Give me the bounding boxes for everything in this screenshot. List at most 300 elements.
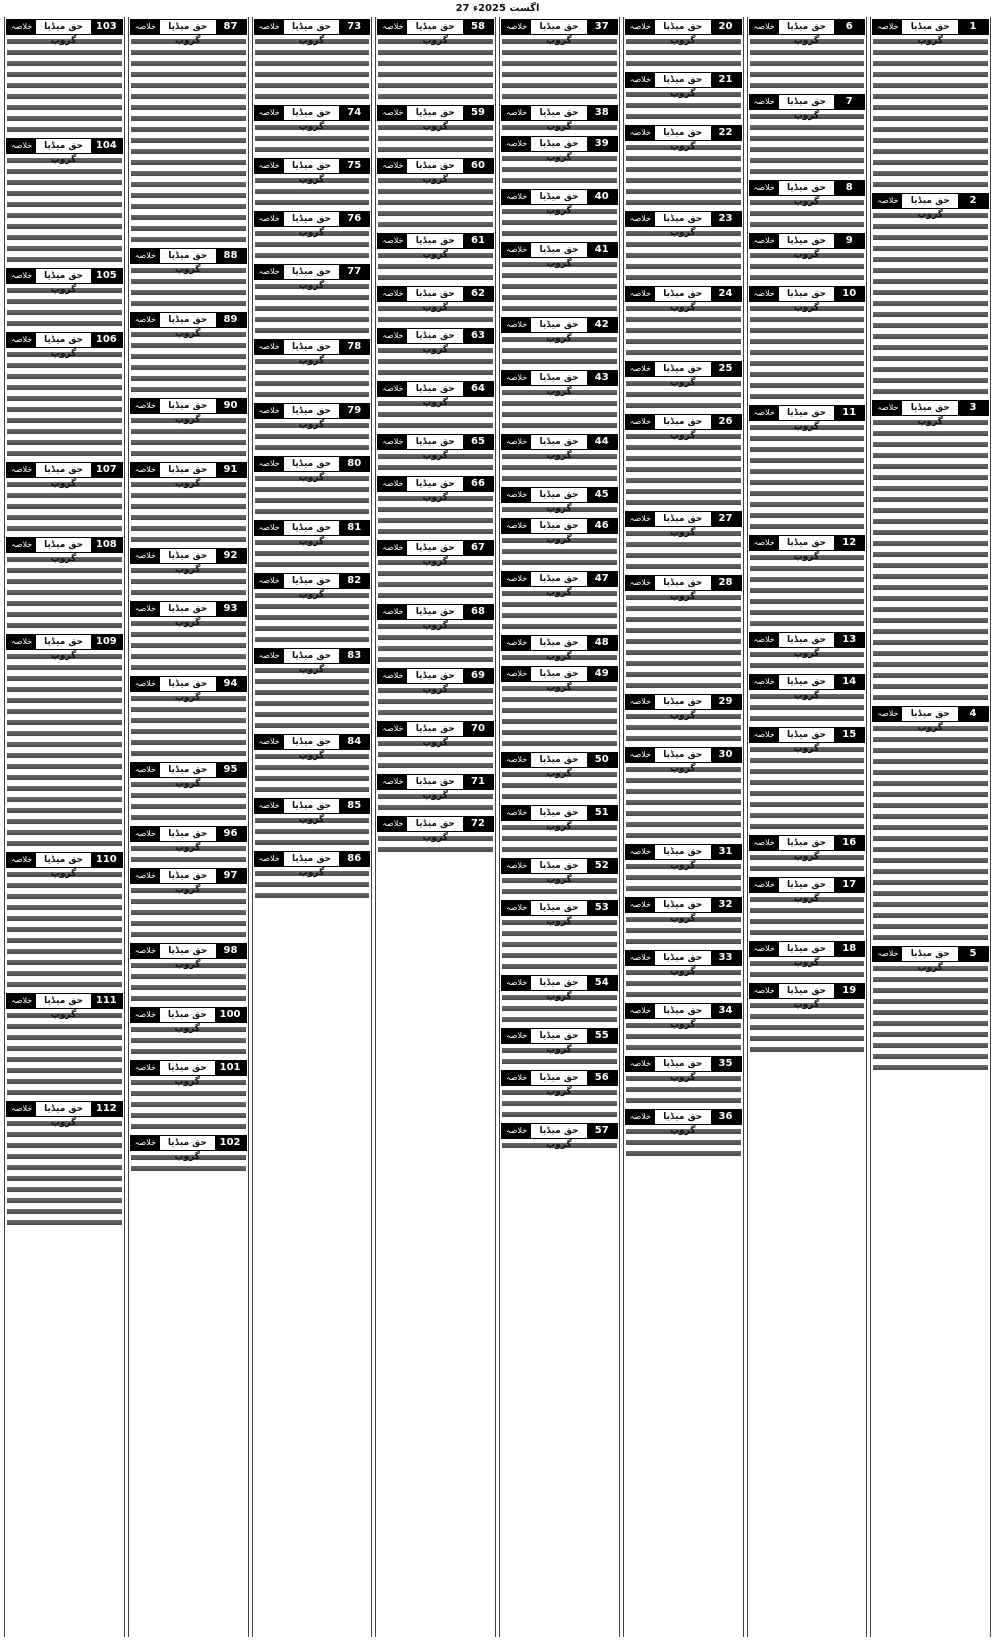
brand-tag: خلاصہ: [502, 318, 531, 332]
brand-label: حق میڈیا گروپ: [36, 269, 91, 283]
news-story: [376, 233, 495, 284]
news-story: [871, 193, 990, 398]
brand-label: حق میڈیا گروپ: [779, 536, 835, 550]
story-number: 57: [587, 1124, 617, 1138]
story-number: 28: [711, 576, 741, 590]
story-number: 66: [463, 477, 493, 491]
brand-label: حق میڈیا گروپ: [779, 728, 835, 742]
brand-label: حق میڈیا گروپ: [284, 649, 340, 663]
brand-tag: خلاصہ: [131, 763, 160, 777]
story-header: [501, 752, 618, 779]
brand-label: حق میڈیا گروپ: [655, 1004, 711, 1018]
story-number: 70: [463, 722, 493, 736]
brand-label: حق میڈیا گروپ: [902, 947, 958, 961]
story-number: 40: [587, 190, 617, 204]
story-header: [625, 1109, 742, 1136]
news-story: [376, 774, 495, 814]
story-number: 105: [91, 269, 122, 283]
brand-tag: خلاصہ: [502, 572, 531, 586]
story-header: [749, 180, 866, 207]
brand-tag: خلاصہ: [626, 1110, 655, 1124]
news-story: [253, 105, 372, 156]
news-story: [871, 19, 990, 191]
brand-label: حق میڈیا گروپ: [407, 329, 463, 343]
news-story: [500, 858, 619, 898]
story-number: 104: [91, 139, 122, 153]
brand-tag: خلاصہ: [255, 735, 284, 749]
story-header: [254, 105, 371, 132]
news-story: [748, 286, 867, 403]
brand-label: حق میڈیا گروپ: [284, 212, 340, 226]
brand-label: حق میڈیا گروپ: [779, 675, 835, 689]
news-story: [376, 434, 495, 474]
story-text: [748, 553, 867, 630]
brand-tag: خلاصہ: [502, 435, 531, 449]
brand-label: حق میڈیا گروپ: [531, 371, 587, 385]
story-number: 58: [463, 20, 493, 34]
brand-label: حق میڈیا گروپ: [655, 576, 711, 590]
brand-tag: خلاصہ: [873, 401, 902, 415]
brand-label: حق میڈیا گروپ: [531, 753, 587, 767]
news-story: [500, 518, 619, 569]
story-header: [501, 571, 618, 598]
news-story: [624, 1109, 743, 1160]
story-text: [871, 211, 990, 398]
story-number: 79: [339, 404, 369, 418]
story-header: [625, 286, 742, 313]
story-header: [749, 983, 866, 1010]
story-header: [625, 211, 742, 238]
story-header: [130, 1135, 247, 1162]
story-header: [6, 852, 123, 879]
brand-label: حق میڈیا گروپ: [160, 827, 216, 841]
story-number: 97: [216, 869, 246, 883]
brand-tag: خلاصہ: [502, 519, 531, 533]
story-number: 93: [216, 602, 246, 616]
story-header: [625, 72, 742, 99]
brand-tag: خلاصہ: [626, 212, 655, 226]
news-story: [624, 361, 743, 412]
brand-label: حق میڈیا گروپ: [779, 406, 835, 420]
story-header: [625, 575, 742, 602]
story-number: 30: [711, 748, 741, 762]
brand-label: حق میڈیا گروپ: [407, 669, 463, 683]
brand-tag: خلاصہ: [502, 371, 531, 385]
story-header: [625, 414, 742, 441]
brand-label: حق میڈیا گروپ: [531, 20, 587, 34]
brand-tag: خلاصہ: [7, 333, 36, 347]
brand-label: حق میڈیا گروپ: [284, 404, 340, 418]
story-number: 92: [216, 549, 246, 563]
story-header: [377, 774, 494, 801]
news-column: [623, 17, 744, 1637]
brand-tag: خلاصہ: [378, 20, 407, 34]
story-header: [130, 398, 247, 425]
brand-tag: خلاصہ: [626, 898, 655, 912]
story-number: 63: [463, 329, 493, 343]
story-number: 42: [587, 318, 617, 332]
brand-label: حق میڈیا گروپ: [284, 574, 340, 588]
brand-tag: خلاصہ: [131, 313, 160, 327]
brand-tag: خلاصہ: [7, 994, 36, 1008]
story-header: [377, 158, 494, 185]
brand-tag: خلاصہ: [7, 853, 36, 867]
news-story: [748, 877, 867, 939]
brand-label: حق میڈیا گروپ: [655, 212, 711, 226]
brand-label: حق میڈیا گروپ: [655, 20, 711, 34]
brand-tag: خلاصہ: [750, 181, 779, 195]
brand-label: حق میڈیا گروپ: [407, 435, 463, 449]
story-header: [377, 105, 494, 132]
story-text: [871, 418, 990, 704]
brand-label: حق میڈیا گروپ: [531, 1124, 587, 1138]
news-story: [500, 1028, 619, 1068]
brand-label: حق میڈیا گروپ: [531, 976, 587, 990]
story-number: 29: [711, 695, 741, 709]
brand-label: حق میڈیا گروپ: [779, 287, 835, 301]
brand-label: حق میڈیا گروپ: [284, 340, 340, 354]
brand-label: حق میڈیا گروپ: [407, 159, 463, 173]
brand-label: حق میڈیا گروپ: [160, 313, 216, 327]
story-number: 101: [215, 1061, 246, 1075]
brand-tag: خلاصہ: [626, 1004, 655, 1018]
story-header: [254, 403, 371, 430]
news-story: [376, 816, 495, 856]
brand-label: حق میڈیا گروپ: [779, 984, 835, 998]
news-story: [253, 339, 372, 401]
story-header: [377, 540, 494, 567]
news-story: [624, 125, 743, 209]
news-story: [624, 950, 743, 1001]
news-story: [624, 72, 743, 123]
news-story: [376, 286, 495, 326]
story-number: 84: [339, 735, 369, 749]
story-header: [749, 94, 866, 121]
news-story: [624, 747, 743, 842]
story-header: [254, 573, 371, 600]
brand-label: حق میڈیا گروپ: [531, 137, 587, 151]
brand-tag: خلاصہ: [131, 944, 160, 958]
brand-label: حق میڈیا گروپ: [655, 73, 711, 87]
brand-label: حق میڈیا گروپ: [284, 799, 340, 813]
news-story: [376, 476, 495, 538]
brand-tag: خلاصہ: [502, 976, 531, 990]
brand-tag: خلاصہ: [378, 234, 407, 248]
brand-label: حق میڈیا گروپ: [284, 735, 340, 749]
story-header: [6, 138, 123, 165]
story-text: [5, 156, 124, 266]
story-header: [254, 648, 371, 675]
story-number: 35: [711, 1057, 741, 1071]
news-story: [376, 668, 495, 719]
brand-tag: خلاصہ: [502, 20, 531, 34]
story-number: 45: [587, 488, 617, 502]
brand-label: حق میڈیا گروپ: [902, 707, 958, 721]
brand-tag: خلاصہ: [378, 159, 407, 173]
story-header: [872, 400, 989, 427]
brand-label: حق میڈیا گروپ: [36, 20, 91, 34]
story-header: [501, 1070, 618, 1097]
brand-label: حق میڈیا گروپ: [284, 106, 340, 120]
story-header: [130, 548, 247, 575]
news-story: [129, 1060, 248, 1133]
news-story: [253, 264, 372, 337]
brand-tag: خلاصہ: [131, 549, 160, 563]
story-number: 20: [711, 20, 741, 34]
news-story: [253, 798, 372, 849]
story-number: 103: [91, 20, 122, 34]
brand-tag: خلاصہ: [750, 20, 779, 34]
story-header: [749, 405, 866, 432]
news-story: [5, 19, 124, 136]
story-text: [5, 555, 124, 632]
story-header: [254, 456, 371, 483]
story-number: 89: [216, 313, 246, 327]
story-header: [130, 1007, 247, 1034]
news-story: [376, 19, 495, 103]
story-number: 49: [587, 667, 617, 681]
story-header: [625, 897, 742, 924]
brand-tag: خلاصہ: [502, 106, 531, 120]
brand-label: حق میڈیا گروپ: [779, 20, 835, 34]
brand-tag: خلاصہ: [873, 194, 902, 208]
story-number: 87: [216, 20, 246, 34]
story-header: [254, 264, 371, 291]
story-header: [749, 674, 866, 701]
story-header: [130, 312, 247, 339]
brand-tag: خلاصہ: [502, 753, 531, 767]
brand-label: حق میڈیا گروپ: [655, 845, 711, 859]
story-header: [749, 835, 866, 862]
story-text: [5, 652, 124, 850]
story-header: [501, 19, 618, 46]
story-number: 46: [587, 519, 617, 533]
story-number: 37: [587, 20, 617, 34]
story-number: 25: [711, 362, 741, 376]
news-story: [500, 105, 619, 134]
story-number: 73: [339, 20, 369, 34]
brand-tag: خلاصہ: [873, 20, 902, 34]
brand-label: حق میڈیا گروپ: [407, 287, 463, 301]
brand-tag: خلاصہ: [131, 1061, 160, 1075]
story-number: 60: [463, 159, 493, 173]
story-header: [130, 248, 247, 275]
brand-label: حق میڈیا گروپ: [902, 20, 958, 34]
news-story: [624, 694, 743, 745]
story-text: [871, 964, 990, 1074]
brand-tag: خلاصہ: [750, 878, 779, 892]
news-story: [748, 94, 867, 178]
brand-tag: خلاصہ: [131, 1008, 160, 1022]
story-number: 94: [216, 677, 246, 691]
story-header: [130, 601, 247, 628]
story-number: 4: [958, 707, 988, 721]
story-header: [254, 19, 371, 46]
brand-label: حق میڈیا گروپ: [531, 572, 587, 586]
news-story: [500, 635, 619, 664]
brand-label: حق میڈیا گروپ: [160, 869, 216, 883]
story-header: [130, 676, 247, 703]
story-number: 98: [216, 944, 246, 958]
brand-label: حق میڈیا گروپ: [407, 20, 463, 34]
brand-label: حق میڈیا گروپ: [160, 677, 216, 691]
brand-label: حق میڈیا گروپ: [655, 748, 711, 762]
story-header: [501, 805, 618, 832]
news-story: [624, 897, 743, 948]
story-number: 36: [711, 1110, 741, 1124]
story-header: [501, 317, 618, 344]
story-number: 109: [91, 635, 122, 649]
story-number: 18: [834, 942, 864, 956]
story-number: 68: [463, 605, 493, 619]
story-header: [749, 233, 866, 260]
brand-tag: خلاصہ: [502, 1029, 531, 1043]
brand-label: حق میڈیا گروپ: [779, 95, 835, 109]
news-story: [376, 721, 495, 772]
brand-tag: خلاصہ: [750, 95, 779, 109]
news-story: [253, 19, 372, 103]
story-header: [872, 193, 989, 220]
brand-tag: خلاصہ: [873, 947, 902, 961]
brand-tag: خلاصہ: [502, 190, 531, 204]
brand-label: حق میڈیا گروپ: [407, 817, 463, 831]
brand-label: حق میڈیا گروپ: [655, 898, 711, 912]
news-story: [253, 456, 372, 518]
brand-label: حق میڈیا گروپ: [531, 859, 587, 873]
brand-tag: خلاصہ: [502, 137, 531, 151]
brand-tag: خلاصہ: [7, 635, 36, 649]
news-story: [500, 19, 619, 103]
story-header: [501, 900, 618, 927]
brand-label: حق میڈیا گروپ: [160, 763, 216, 777]
brand-tag: خلاصہ: [7, 269, 36, 283]
story-header: [501, 105, 618, 132]
news-story: [500, 487, 619, 516]
story-text: [5, 350, 124, 460]
story-number: 67: [463, 541, 493, 555]
brand-label: حق میڈیا گروپ: [407, 775, 463, 789]
story-number: 3: [958, 401, 988, 415]
story-header: [377, 233, 494, 260]
news-story: [376, 540, 495, 602]
story-number: 59: [463, 106, 493, 120]
story-header: [501, 242, 618, 269]
news-story: [748, 674, 867, 725]
news-story: [748, 233, 867, 284]
story-header: [501, 1123, 618, 1150]
news-story: [5, 634, 124, 850]
news-story: [624, 844, 743, 895]
story-header: [377, 381, 494, 408]
brand-label: حق میڈیا گروپ: [160, 549, 216, 563]
brand-tag: خلاصہ: [626, 748, 655, 762]
brand-label: حق میڈیا گروپ: [531, 636, 587, 650]
story-number: 76: [339, 212, 369, 226]
story-number: 56: [587, 1071, 617, 1085]
news-story: [748, 835, 867, 875]
story-header: [625, 1003, 742, 1030]
news-story: [129, 1007, 248, 1058]
brand-label: حق میڈیا گروپ: [655, 512, 711, 526]
news-story: [748, 405, 867, 533]
story-number: 71: [463, 775, 493, 789]
story-number: 12: [834, 536, 864, 550]
story-number: 13: [834, 633, 864, 647]
story-number: 95: [216, 763, 246, 777]
brand-label: حق میڈیا گروپ: [655, 415, 711, 429]
brand-label: حق میڈیا گروپ: [902, 194, 958, 208]
story-header: [501, 858, 618, 885]
story-header: [377, 476, 494, 503]
news-story: [871, 706, 990, 944]
brand-label: حق میڈیا گروپ: [160, 463, 216, 477]
story-number: 26: [711, 415, 741, 429]
news-column: [128, 17, 249, 1637]
news-story: [748, 983, 867, 1056]
story-number: 6: [834, 20, 864, 34]
story-header: [749, 535, 866, 562]
story-number: 33: [711, 951, 741, 965]
news-story: [624, 414, 743, 509]
brand-tag: خلاصہ: [255, 159, 284, 173]
brand-label: حق میڈیا گروپ: [531, 435, 587, 449]
news-story: [624, 211, 743, 284]
story-number: 112: [91, 1102, 122, 1116]
brand-tag: خلاصہ: [502, 901, 531, 915]
brand-label: حق میڈیا گروپ: [284, 852, 340, 866]
story-header: [254, 211, 371, 238]
news-story: [253, 851, 372, 902]
brand-label: حق میڈیا گروپ: [531, 190, 587, 204]
brand-tag: خلاصہ: [131, 249, 160, 263]
brand-tag: خلاصہ: [255, 457, 284, 471]
brand-tag: خلاصہ: [255, 340, 284, 354]
story-header: [6, 537, 123, 564]
brand-label: حق میڈیا گروپ: [779, 942, 835, 956]
brand-label: حق میڈیا گروپ: [284, 265, 340, 279]
story-number: 41: [587, 243, 617, 257]
brand-tag: خلاصہ: [502, 488, 531, 502]
brand-label: حق میڈیا گروپ: [655, 695, 711, 709]
story-header: [501, 434, 618, 461]
story-header: [130, 1060, 247, 1087]
brand-tag: خلاصہ: [378, 106, 407, 120]
news-story: [129, 826, 248, 866]
story-header: [6, 19, 123, 46]
story-header: [254, 339, 371, 366]
news-story: [129, 548, 248, 599]
story-header: [501, 975, 618, 1002]
story-text: [624, 432, 743, 509]
brand-label: حق میڈیا گروپ: [36, 463, 91, 477]
brand-label: حق میڈیا گروپ: [531, 806, 587, 820]
news-story: [5, 268, 124, 330]
news-story: [500, 752, 619, 803]
story-number: 47: [587, 572, 617, 586]
story-number: 52: [587, 859, 617, 873]
news-story: [748, 180, 867, 231]
brand-tag: خلاصہ: [255, 799, 284, 813]
brand-label: حق میڈیا گروپ: [407, 477, 463, 491]
brand-label: حق میڈیا گروپ: [531, 243, 587, 257]
brand-label: حق میڈیا گروپ: [531, 488, 587, 502]
story-header: [254, 520, 371, 547]
story-number: 111: [91, 994, 122, 1008]
story-header: [872, 19, 989, 46]
brand-tag: خلاصہ: [626, 845, 655, 859]
story-number: 65: [463, 435, 493, 449]
brand-label: حق میڈیا گروپ: [407, 106, 463, 120]
